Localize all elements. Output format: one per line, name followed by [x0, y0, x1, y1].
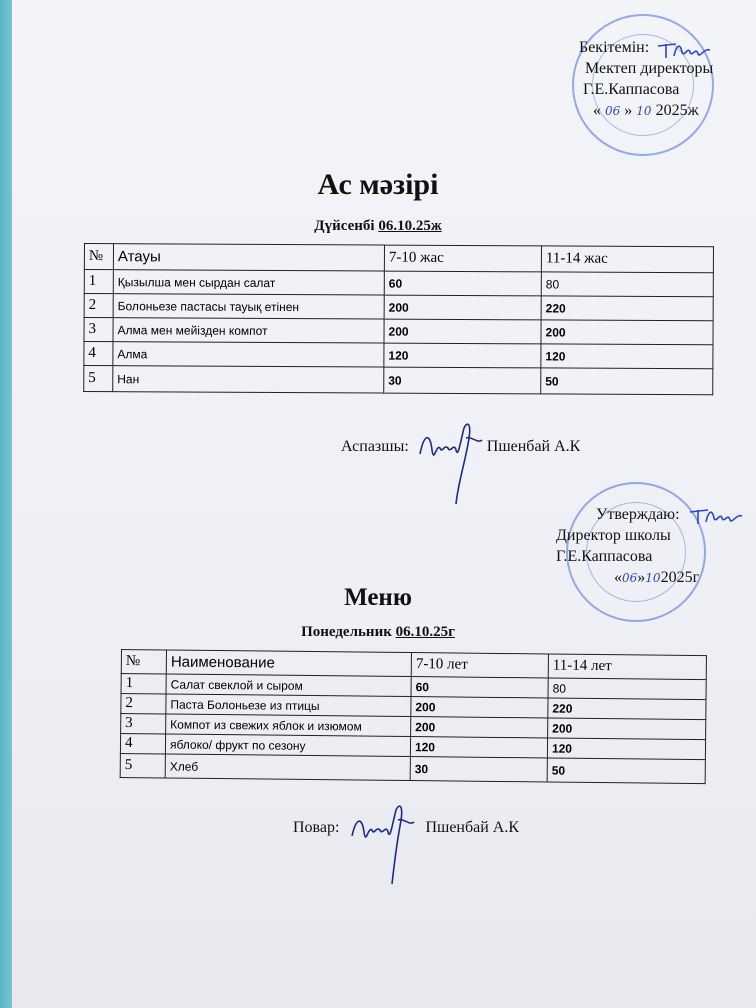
row-number: 5	[120, 753, 165, 777]
director-title: Мектеп директоры	[585, 60, 714, 77]
dish-name: Паста Болоньезе из птицы	[166, 694, 411, 717]
dish-name: Салат свеклой и сыром	[166, 674, 411, 697]
portion-11-14: 80	[548, 678, 706, 700]
director-title: Директор школы	[556, 527, 671, 544]
portion-11-14: 200	[548, 718, 706, 740]
menu-title-ru: Меню	[344, 584, 412, 611]
date-month: 10	[645, 571, 661, 585]
day-date: 06.10.25г	[395, 624, 455, 640]
menu-day-ru	[0, 624, 756, 641]
portion-7-10: 60	[411, 677, 548, 698]
cook-signature-kz	[412, 414, 492, 510]
header-name: Атауы	[113, 244, 384, 271]
approve-label: Бекітемін:	[579, 39, 650, 56]
cook-label: Аспазшы:	[341, 438, 409, 455]
day-label: Понедельник	[301, 624, 392, 640]
dish-name: Болоньезе пастасы тауық етінен	[113, 294, 384, 319]
menu-table-ru	[120, 649, 707, 784]
dish-name: Нан	[113, 366, 384, 393]
portion-11-14: 220	[541, 296, 713, 321]
table-header-row	[84, 244, 713, 273]
approve-label: Утверждаю:	[596, 506, 680, 523]
portion-7-10: 200	[384, 319, 541, 344]
portion-7-10: 120	[410, 737, 547, 758]
row-number: 1	[84, 270, 113, 294]
portion-11-14: 120	[547, 738, 705, 760]
director-name: Г.Е.Каппасова	[583, 81, 680, 98]
portion-11-14: 50	[547, 758, 705, 784]
portion-7-10: 60	[384, 271, 541, 296]
cook-name: Пшенбай А.К	[425, 819, 520, 836]
table-row	[84, 318, 713, 345]
dish-name: Компот из свежих яблок и изюмом	[166, 714, 411, 737]
portion-7-10: 200	[411, 697, 548, 718]
menu-day-kz	[0, 218, 756, 235]
date-day: 06	[622, 571, 638, 585]
header-age-11-14: 11-14 жас	[541, 246, 713, 273]
row-number: 1	[121, 674, 166, 694]
cook-signature-ru	[344, 796, 424, 888]
date-quote-open: «	[593, 102, 601, 119]
header-number: №	[84, 244, 113, 270]
date-year: 2025г	[660, 569, 700, 586]
portion-7-10: 120	[384, 343, 541, 368]
table-row	[84, 342, 713, 369]
menu-title-kz: Ас мәзірі	[317, 168, 439, 201]
table-row	[84, 294, 713, 321]
header-age-7-10: 7-10 лет	[411, 653, 548, 678]
portion-11-14: 50	[541, 368, 713, 395]
day-label: Дүйсенбі	[314, 218, 375, 234]
row-number: 4	[120, 734, 165, 754]
portion-7-10: 200	[384, 295, 541, 320]
approval-block-ru	[556, 504, 699, 589]
approval-block-kz	[579, 37, 713, 122]
portion-11-14: 220	[548, 698, 706, 720]
dish-name: Хлеб	[165, 754, 410, 781]
portion-11-14: 120	[541, 344, 713, 369]
date-quote-open: «	[614, 569, 622, 586]
date-year: 2025ж	[655, 102, 699, 119]
header-age-11-14: 11-14 лет	[548, 654, 706, 680]
portion-7-10: 30	[384, 367, 541, 394]
director-name: Г.Е.Каппасова	[556, 548, 653, 565]
row-number: 2	[84, 294, 113, 318]
cook-label: Повар:	[293, 819, 340, 836]
row-number: 3	[84, 318, 113, 342]
dish-name: яблоко/ фрукт по сезону	[165, 734, 410, 757]
row-number: 2	[121, 694, 166, 714]
header-age-7-10: 7-10 жас	[384, 245, 541, 272]
day-date: 06.10.25ж	[378, 218, 442, 234]
menu-table-kz	[83, 243, 714, 395]
cook-name: Пшенбай А.К	[486, 438, 581, 455]
header-name: Наименование	[166, 650, 411, 677]
date-month: 10	[636, 104, 652, 118]
portion-7-10: 200	[411, 717, 548, 738]
row-number: 4	[84, 342, 113, 366]
row-number: 5	[84, 366, 113, 392]
portion-11-14: 80	[541, 272, 713, 297]
date-quote-close: »	[624, 102, 633, 119]
dish-name: Алма мен мейізден компот	[113, 318, 384, 343]
row-number: 3	[121, 714, 166, 734]
date-quote-close: »	[637, 569, 646, 586]
dish-name: Қызылша мен сырдан салат	[113, 270, 384, 295]
table-row	[84, 366, 713, 395]
table-row	[84, 270, 713, 297]
header-number: №	[121, 650, 166, 674]
dish-name: Алма	[113, 342, 384, 367]
date-day: 06	[605, 104, 621, 118]
portion-7-10: 30	[410, 757, 547, 782]
portion-11-14: 200	[541, 320, 713, 345]
